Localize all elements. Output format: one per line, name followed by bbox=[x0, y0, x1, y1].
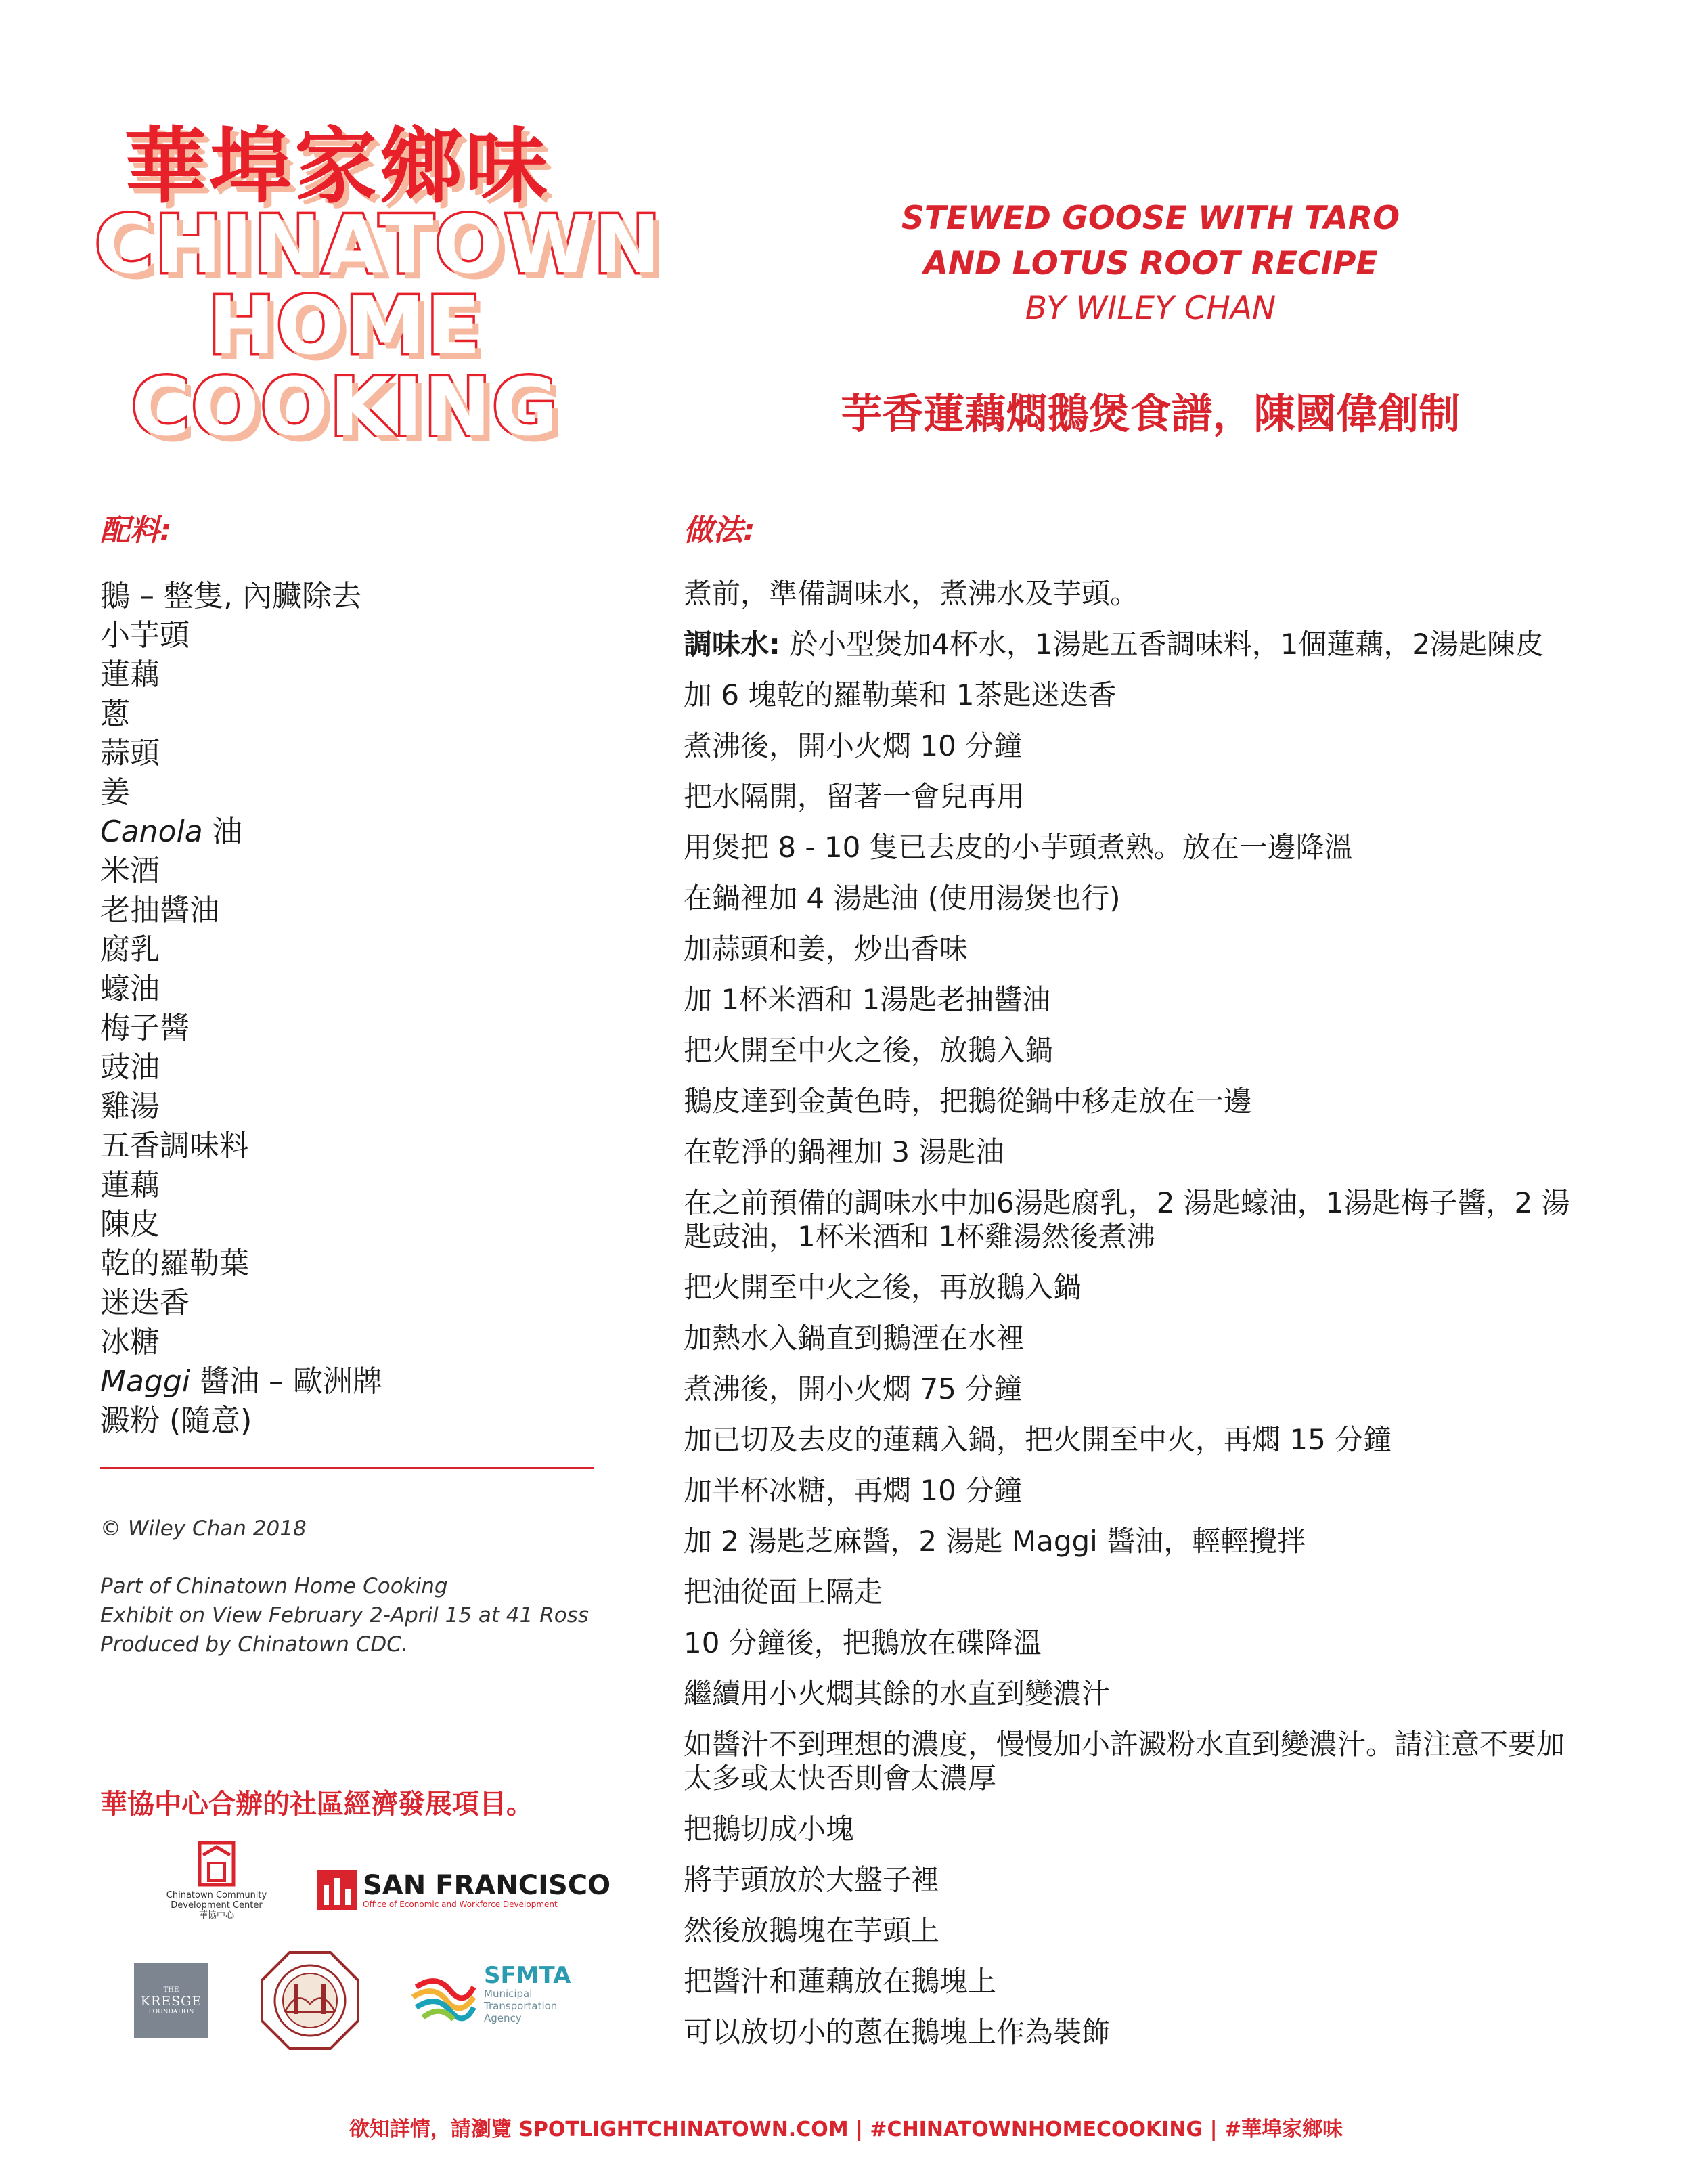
ingredient-item: Canola 油 bbox=[100, 814, 242, 849]
direction-step: 加已切及去皮的蓮藕入鍋，把火開至中火，再燜 15 分鐘 bbox=[684, 1423, 1392, 1456]
recipe-title-line2: AND LOTUS ROOT RECIPE bbox=[923, 245, 1378, 282]
logo-word-cooking: COOKING bbox=[131, 360, 560, 454]
direction-step: 把火開至中火之後，放鵝入鍋 bbox=[684, 1034, 1054, 1067]
logo-chinese-title: 華埠家鄉味 bbox=[124, 118, 550, 215]
ingredient-item: 腐乳 bbox=[100, 932, 160, 967]
ingredients-list bbox=[100, 577, 382, 1441]
ingredient-item: 蓮藕 bbox=[100, 1168, 160, 1202]
direction-step: 在之前預備的調味水中加6湯匙腐乳，2 湯匙蠔油，1湯匙梅子醬，2 湯匙豉油，1杯米酒和 1杯雞湯然後煮沸 bbox=[684, 1186, 1570, 1253]
chamber-of-commerce-seal bbox=[259, 1950, 361, 2051]
kresge-line1: THE bbox=[163, 1986, 179, 1994]
sfmta-sub1: Municipal bbox=[484, 1988, 533, 2000]
ccdc-emblem-icon bbox=[162, 1840, 271, 1887]
direction-step: 加 6 塊乾的羅勒葉和 1茶匙迷迭香 bbox=[684, 678, 1117, 712]
ccdc-logo bbox=[162, 1840, 271, 1921]
direction-step: 在鍋裡加 4 湯匙油 (使用湯煲也行) bbox=[684, 881, 1121, 915]
kresge-logo bbox=[134, 1963, 208, 2038]
sf-subtitle: Office of Economic and Workforce Development bbox=[363, 1900, 558, 1909]
recipe-title-line1: STEWED GOOSE WITH TARO bbox=[901, 200, 1400, 237]
copyright-note: © Wiley Chan 2018 bbox=[100, 1516, 307, 1541]
sfmta-sub3: Agency bbox=[484, 2012, 522, 2024]
ingredient-item: 乾的羅勒葉 bbox=[100, 1246, 249, 1281]
kresge-line3: FOUNDATION bbox=[148, 2008, 194, 2015]
ingredient-item: 鵝 – 整隻, 內臟除去 bbox=[100, 579, 361, 613]
ingredient-item: 冰糖 bbox=[100, 1325, 160, 1359]
direction-step: 加熱水入鍋直到鵝湮在水裡 bbox=[684, 1322, 1025, 1355]
footer-info: 欲知詳情，請瀏覽 SPOTLIGHTCHINATOWN.COM | #CHINATOWNHOMECOOKING | #華埠家鄉味 bbox=[349, 2118, 1343, 2141]
ingredient-item: 蔥 bbox=[100, 697, 130, 731]
direction-step: 加 1杯米酒和 1湯匙老抽醬油 bbox=[684, 983, 1051, 1016]
partner-statement: 華協中心合辦的社區經濟發展項目。 bbox=[100, 1789, 533, 1820]
direction-step: 煮沸後，開小火燜 10 分鐘 bbox=[684, 729, 1023, 762]
exhibit-note-line3: Produced by Chinatown CDC. bbox=[100, 1632, 408, 1657]
direction-step: 把油從面上隔走 bbox=[684, 1575, 883, 1609]
direction-step: 用煲把 8 - 10 隻已去皮的小芋頭煮熟。放在一邊降溫 bbox=[684, 831, 1353, 864]
direction-step: 調味水: 於小型煲加4杯水，1湯匙五香調味料，1個蓮藕，2湯匙陳皮 bbox=[684, 628, 1544, 661]
direction-step: 加 2 湯匙芝麻醬，2 湯匙 Maggi 醬油，輕輕攪拌 bbox=[684, 1525, 1306, 1558]
ingredient-item: 老抽醬油 bbox=[100, 893, 219, 927]
ingredient-item: 小芋頭 bbox=[100, 618, 190, 653]
sf-city-icon bbox=[317, 1870, 357, 1910]
direction-step: 可以放切小的蔥在鵝塊上作為裝飾 bbox=[684, 2015, 1111, 2049]
ingredient-item: 迷迭香 bbox=[100, 1286, 190, 1320]
ingredient-item: Maggi 醬油 – 歐洲牌 bbox=[100, 1364, 382, 1399]
sf-name: SAN FRANCISCO bbox=[363, 1870, 611, 1901]
recipe-author: BY WILEY CHAN bbox=[1025, 290, 1276, 327]
direction-step: 將芋頭放於大盤子裡 bbox=[684, 1863, 940, 1896]
ingredient-item: 米酒 bbox=[100, 854, 160, 888]
recipe-title-chinese: 芋香蓮藕燜鵝煲食譜，陳國偉創制 bbox=[841, 390, 1461, 438]
direction-step: 把鵝切成小塊 bbox=[684, 1812, 855, 1846]
ingredient-item: 姜 bbox=[100, 775, 130, 810]
direction-step: 在乾淨的鍋裡加 3 湯匙油 bbox=[684, 1135, 1004, 1169]
direction-step: 加半杯冰糖，再燜 10 分鐘 bbox=[684, 1474, 1023, 1507]
direction-step: 把火開至中火之後，再放鵝入鍋 bbox=[684, 1271, 1082, 1304]
sf-oewd-logo bbox=[317, 1870, 610, 1910]
direction-step: 鵝皮達到金黃色時，把鵝從鍋中移走放在一邊 bbox=[684, 1085, 1253, 1118]
sfmta-logo bbox=[409, 1960, 571, 2028]
ingredient-item: 陳皮 bbox=[100, 1207, 160, 1242]
sfmta-ribbon-icon bbox=[409, 1960, 477, 2028]
sfmta-sub2: Transportation bbox=[484, 2000, 558, 2012]
ingredient-item: 梅子醬 bbox=[100, 1011, 190, 1045]
exhibit-note-line2: Exhibit on View February 2-April 15 at 41 Ross bbox=[100, 1603, 589, 1628]
divider bbox=[100, 1467, 594, 1469]
logo-word-home: HOME bbox=[208, 279, 483, 372]
exhibit-note-line1: Part of Chinatown Home Cooking bbox=[100, 1574, 448, 1598]
direction-step: 加蒜頭和姜，炒出香味 bbox=[684, 932, 969, 965]
ingredient-item: 雞湯 bbox=[100, 1089, 160, 1124]
ingredients-heading: 配料: bbox=[100, 513, 172, 548]
direction-step: 如醬汁不到理想的濃度，慢慢加小許澱粉水直到變濃汁。請注意不要加太多或太快否則會太濃厚 bbox=[684, 1728, 1565, 1795]
ingredient-item: 豉油 bbox=[100, 1050, 160, 1085]
kresge-line2: KRESGE bbox=[140, 1993, 202, 2009]
ccdc-name-line2: Development Center bbox=[171, 1900, 263, 1910]
direction-step: 10 分鐘後，把鵝放在碟降溫 bbox=[684, 1626, 1042, 1659]
ingredient-item: 蠔油 bbox=[100, 971, 160, 1006]
ingredient-item: 澱粉 (隨意) bbox=[100, 1403, 252, 1438]
ccdc-name-line1: Chinatown Community bbox=[166, 1890, 267, 1900]
directions-list bbox=[684, 577, 1590, 2066]
bridge-seal-icon bbox=[259, 1950, 361, 2051]
sfmta-name: SFMTA bbox=[484, 1962, 571, 1989]
direction-step: 煮前，準備調味水，煮沸水及芋頭。 bbox=[684, 577, 1139, 610]
direction-step: 把醬汁和蓮藕放在鵝塊上 bbox=[684, 1965, 997, 1998]
direction-step: 煮沸後，開小火燜 75 分鐘 bbox=[684, 1372, 1023, 1405]
ingredient-item: 蒜頭 bbox=[100, 736, 160, 770]
direction-step: 把水隔開，留著一會兒再用 bbox=[684, 780, 1025, 813]
direction-step: 繼續用小火燜其餘的水直到變濃汁 bbox=[684, 1677, 1111, 1710]
ccdc-name-chinese: 華協中心 bbox=[198, 1910, 234, 1921]
directions-heading: 做法: bbox=[684, 513, 755, 548]
ingredient-item: 蓮藕 bbox=[100, 657, 160, 692]
logo-word-chinatown: CHINATOWN bbox=[95, 198, 662, 291]
ingredient-item: 五香調味料 bbox=[100, 1129, 249, 1163]
direction-step: 然後放鵝塊在芋頭上 bbox=[684, 1914, 940, 1947]
